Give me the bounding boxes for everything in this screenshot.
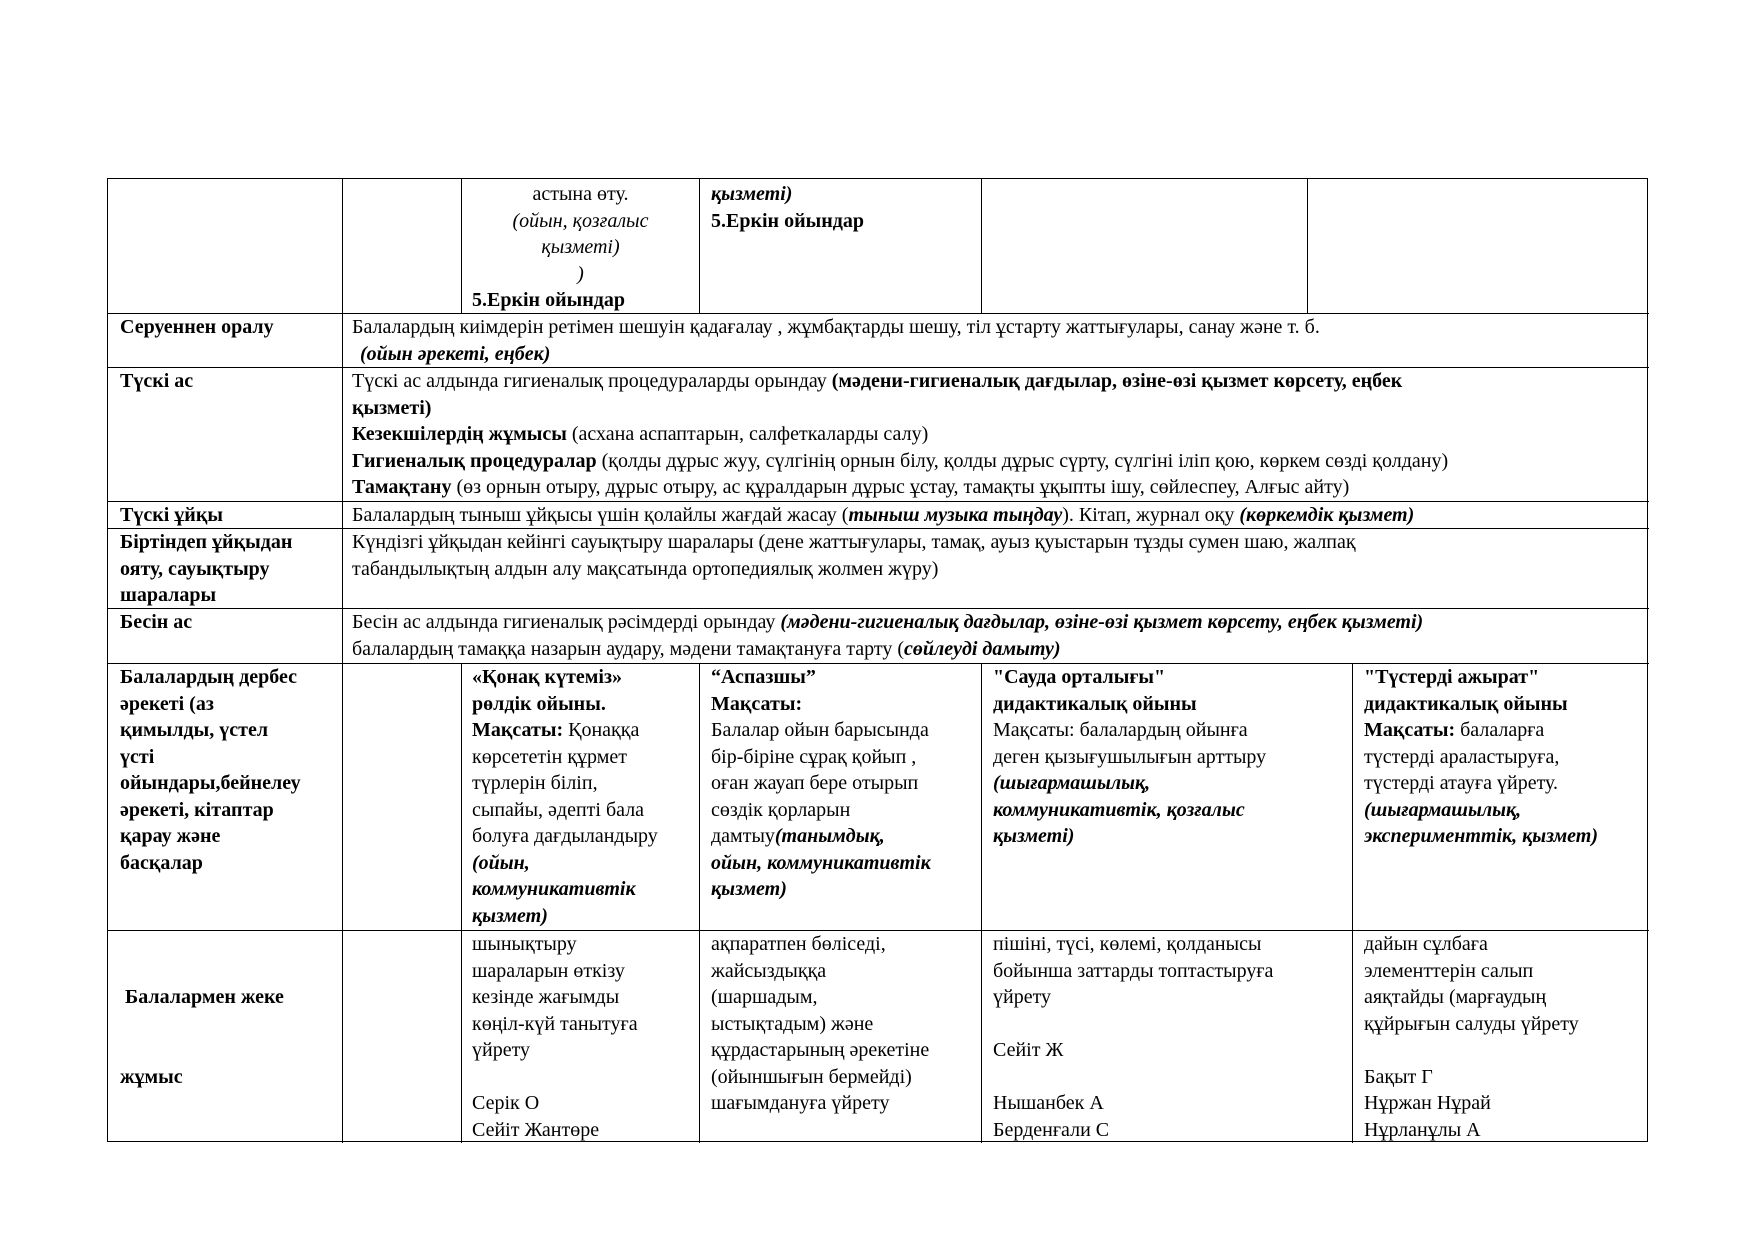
cell-text: балалардың тамаққа назарын аудару, мәдени тамақтануға тарту ( xyxy=(352,637,904,660)
label-text: Түскі ас xyxy=(120,370,194,392)
label-text: Балалармен жеке xyxy=(120,986,284,1008)
cell-text: үйрету xyxy=(472,1039,531,1061)
schedule-table xyxy=(107,178,1648,1142)
label-text: қарау және xyxy=(120,825,221,847)
cell-text: Бесін ас алдында гигиеналық рәсімдерді орындау xyxy=(352,611,781,633)
row-label-zheke xyxy=(120,931,340,1143)
cell-text: 5.Еркін ойындар xyxy=(472,289,625,311)
cell-text: шараларын өткізу xyxy=(472,959,625,982)
row-label-besin xyxy=(120,609,340,636)
cell-text: Балалар ойын барысында xyxy=(711,719,929,741)
derbes-col4 xyxy=(711,664,980,903)
seruen-content xyxy=(352,314,1642,367)
cell-text: болуға дағдыландыру xyxy=(472,825,658,847)
cell-text: көңіл-күй танытуға xyxy=(472,1012,638,1035)
cell-text: тыныш музыка тыңдау xyxy=(848,504,1063,526)
cell-text: жайсыздыққа xyxy=(711,959,827,982)
label-text: Балалардың дербес xyxy=(120,666,297,688)
cell-text: дидактикалық ойыны xyxy=(993,692,1197,715)
row1-col3-cell xyxy=(462,181,699,314)
label-text: үсті xyxy=(120,745,155,768)
cell-text: “Аспазшы” xyxy=(711,666,816,688)
cell-text: Мақсаты: xyxy=(1364,719,1456,741)
cell-text: кезінде жағымды xyxy=(472,986,620,1008)
label-text: әрекеті, кітаптар xyxy=(120,798,274,821)
cell-text: коммуникативтік, қозғалыс xyxy=(993,798,1245,821)
cell-text: Күндізгі ұйқыдан кейінгі сауықтыру шаралары (дене жаттығулары, тамақ, ауыз қуыстарын тұзды сумен шаю, жалпақ xyxy=(352,531,1356,553)
derbes-col3 xyxy=(472,664,698,929)
cell-text: ). Кітап, журнал оқу xyxy=(1062,504,1240,526)
label-text: Біртіндеп ұйқыдан xyxy=(120,531,293,553)
cell-text: түстерді атауға үйрету. xyxy=(1364,772,1559,794)
cell-text: қызметі) xyxy=(993,825,1075,847)
cell-text: Гигиеналық процедуралар xyxy=(352,449,597,472)
cell-text: коммуникативтік xyxy=(472,878,636,900)
cell-text: дайын сұлбаға xyxy=(1364,933,1488,955)
label-text: Түскі ұйқы xyxy=(120,504,223,526)
cell-text: "Сауда орталығы" xyxy=(993,666,1166,688)
cell-text: ойын, коммуникативтік xyxy=(711,851,931,874)
cell-text: Берденғали С xyxy=(993,1118,1110,1141)
cell-text: (ойын, xyxy=(472,851,530,874)
label-text: әрекеті (аз xyxy=(120,692,214,715)
label-text: жұмыс xyxy=(120,1065,183,1088)
cell-text: бойынша заттарды топтастыруға xyxy=(993,959,1274,982)
zheke-col6 xyxy=(1364,931,1648,1143)
col-divider xyxy=(981,663,982,1143)
derbes-col5 xyxy=(993,664,1351,850)
cell-text: ) xyxy=(577,262,584,285)
col-divider xyxy=(981,179,982,313)
row-label-seruen xyxy=(120,314,340,341)
label-text: ойындары,бейнелеу xyxy=(120,772,301,794)
label-text: Серуеннен оралу xyxy=(120,316,274,338)
cell-text: сөздік қорларын xyxy=(711,798,851,821)
col-divider xyxy=(699,179,700,313)
cell-text xyxy=(993,1064,1351,1091)
row-label-tuski-uiky xyxy=(120,502,340,529)
cell-text: (ойын әрекеті, еңбек) xyxy=(360,342,551,365)
cell-text: (мәдени-гигиеналық дағдылар, өзіне-өзі қызмет көрсету, еңбек xyxy=(831,370,1403,392)
cell-text: Серік О xyxy=(472,1092,540,1114)
cell-text: Кезекшілердің жұмысы xyxy=(352,423,567,445)
cell-text: балаларға xyxy=(1455,719,1545,741)
row-label-tuski-as xyxy=(120,368,340,395)
col-divider xyxy=(1352,663,1353,1143)
zheke-col5 xyxy=(993,931,1351,1143)
cell-text: 5.Еркін ойындар xyxy=(711,209,864,232)
cell-text: бір-біріне сұрақ қойып , xyxy=(711,745,917,768)
cell-text: (мәдени-гигиеналық дағдылар, өзіне-өзі қызмет көрсету, еңбек қызметі) xyxy=(780,611,1424,633)
cell-text: көрсететін құрмет xyxy=(472,745,628,768)
label-text: ояту, сауықтыру xyxy=(120,557,270,580)
cell-text: (қолды дұрыс жуу, сүлгінің орнын білу, қолды дұрыс сүрту, сүлгіні іліп қою, көркем сөзді қолдану) xyxy=(596,449,1449,472)
zheke-col4 xyxy=(711,931,980,1117)
cell-text: оған жауап бере отырып xyxy=(711,772,919,794)
cell-text: (асхана аспаптарын, салфеткаларды салу) xyxy=(566,423,929,445)
cell-text: қызмет) xyxy=(472,904,548,927)
besin-content xyxy=(352,609,1648,662)
cell-text: (танымдық, xyxy=(774,825,885,847)
label-text: қимылды, үстел xyxy=(120,719,269,741)
cell-text: табандылықтың алдын алу мақсатында ортопедиялық жолмен жүру) xyxy=(352,557,939,580)
cell-text: рөлдік ойыны. xyxy=(472,692,606,715)
cell-text: «Қонақ күтеміз» xyxy=(472,666,622,688)
cell-text: элементтерін салып xyxy=(1364,959,1534,982)
zheke-col3 xyxy=(472,931,698,1143)
cell-text: сөйлеуді дамыту) xyxy=(903,637,1061,660)
cell-text: дамтыу xyxy=(711,825,775,847)
cell-text xyxy=(472,1064,698,1091)
cell-text: (шаршадым, xyxy=(711,986,818,1008)
cell-text: Сейіт Ж xyxy=(993,1039,1064,1061)
derbes-col6 xyxy=(1364,664,1648,850)
cell-text: (көркемдік қызмет) xyxy=(1239,504,1415,526)
col-divider xyxy=(699,663,700,1143)
cell-text: қызметі) xyxy=(541,236,620,258)
cell-text: ыстықтадым) және xyxy=(711,1012,874,1035)
cell-text: ақпаратпен бөліседі, xyxy=(711,933,886,955)
cell-text: қызметі) xyxy=(352,396,432,419)
cell-text: Нұрланұлы А xyxy=(1364,1118,1481,1141)
cell-text: Балалардың киімдерін ретімен шешуін қадағалау , жұмбақтарды шешу, тіл ұстарту жаттығулары, санау және т. б. xyxy=(352,316,1320,338)
label-text: Бесін ас xyxy=(120,611,193,633)
cell-text: үйрету xyxy=(993,986,1052,1008)
cell-text: астына өту. xyxy=(532,183,629,205)
cell-text xyxy=(1364,1037,1648,1064)
cell-text: шынықтыру xyxy=(472,933,577,955)
cell-text: қызметі) xyxy=(711,183,793,205)
cell-text: түрлерін біліп, xyxy=(472,772,598,794)
label-text: басқалар xyxy=(120,851,203,874)
row1-col4-cell xyxy=(711,181,979,234)
cell-text: Мақсаты: балалардың ойынға xyxy=(993,719,1248,741)
cell-text: Түскі ас алдында гигиеналық процедураларды орындау xyxy=(352,370,832,392)
cell-text: түстерді араластыруға, xyxy=(1364,745,1560,768)
row-label-birtindep xyxy=(120,529,340,609)
tuski-uiky-content xyxy=(352,502,1648,529)
col-divider xyxy=(342,179,343,1143)
cell-text: шағымдануға үйрету xyxy=(711,1092,890,1114)
cell-text: пішіні, түсі, көлемі, қолданысы xyxy=(993,933,1262,955)
birtindep-content xyxy=(352,529,1648,582)
cell-text: (шығармашылық, xyxy=(993,772,1151,794)
cell-text: сыпайы, әдепті бала xyxy=(472,798,645,821)
cell-text: Нұржан Нұрай xyxy=(1364,1092,1491,1114)
cell-text: аяқтайды (марғаудың xyxy=(1364,986,1547,1008)
cell-text: Балалардың тыныш ұйқысы үшін қолайлы жағдай жасау ( xyxy=(352,504,849,526)
cell-text: (ойыншығын бермейді) xyxy=(711,1065,912,1088)
cell-text: Нышанбек А xyxy=(993,1092,1104,1114)
row-label-derbes xyxy=(120,664,340,876)
cell-text: Мақсаты: xyxy=(711,692,803,715)
tuski-as-content xyxy=(352,368,1648,501)
cell-text: Сейіт Жантөре xyxy=(472,1118,600,1141)
cell-text: эксперименттік, қызмет) xyxy=(1364,825,1599,847)
cell-text: Тамақтану xyxy=(352,476,452,498)
cell-text: (ойын, қозғалыс xyxy=(512,209,649,232)
cell-text: (шығармашылық, xyxy=(1364,798,1522,821)
cell-text: дидактикалық ойыны xyxy=(1364,692,1568,715)
cell-text: Қонаққа xyxy=(563,719,640,741)
cell-text: деген қызығушылығын арттыру xyxy=(993,745,1267,768)
cell-text: "Түстерді ажырат" xyxy=(1364,666,1540,688)
cell-text: (өз орнын отыру, дұрыс отыру, ас құралдарын дұрыс ұстау, тамақты ұқыпты ішу, сөйлеспеу, Алғыс айту) xyxy=(451,476,1350,498)
col-divider xyxy=(461,663,462,1143)
cell-text: қызмет) xyxy=(711,878,787,900)
col-divider xyxy=(1307,179,1308,313)
cell-text: Бақыт Г xyxy=(1364,1065,1433,1088)
cell-text: құрдастарының әрекетіне xyxy=(711,1039,930,1061)
cell-text xyxy=(993,1011,1351,1038)
cell-text: Мақсаты: xyxy=(472,719,564,741)
label-text: шаралары xyxy=(120,584,217,606)
cell-text: құйрығын салуды үйрету xyxy=(1364,1012,1579,1035)
